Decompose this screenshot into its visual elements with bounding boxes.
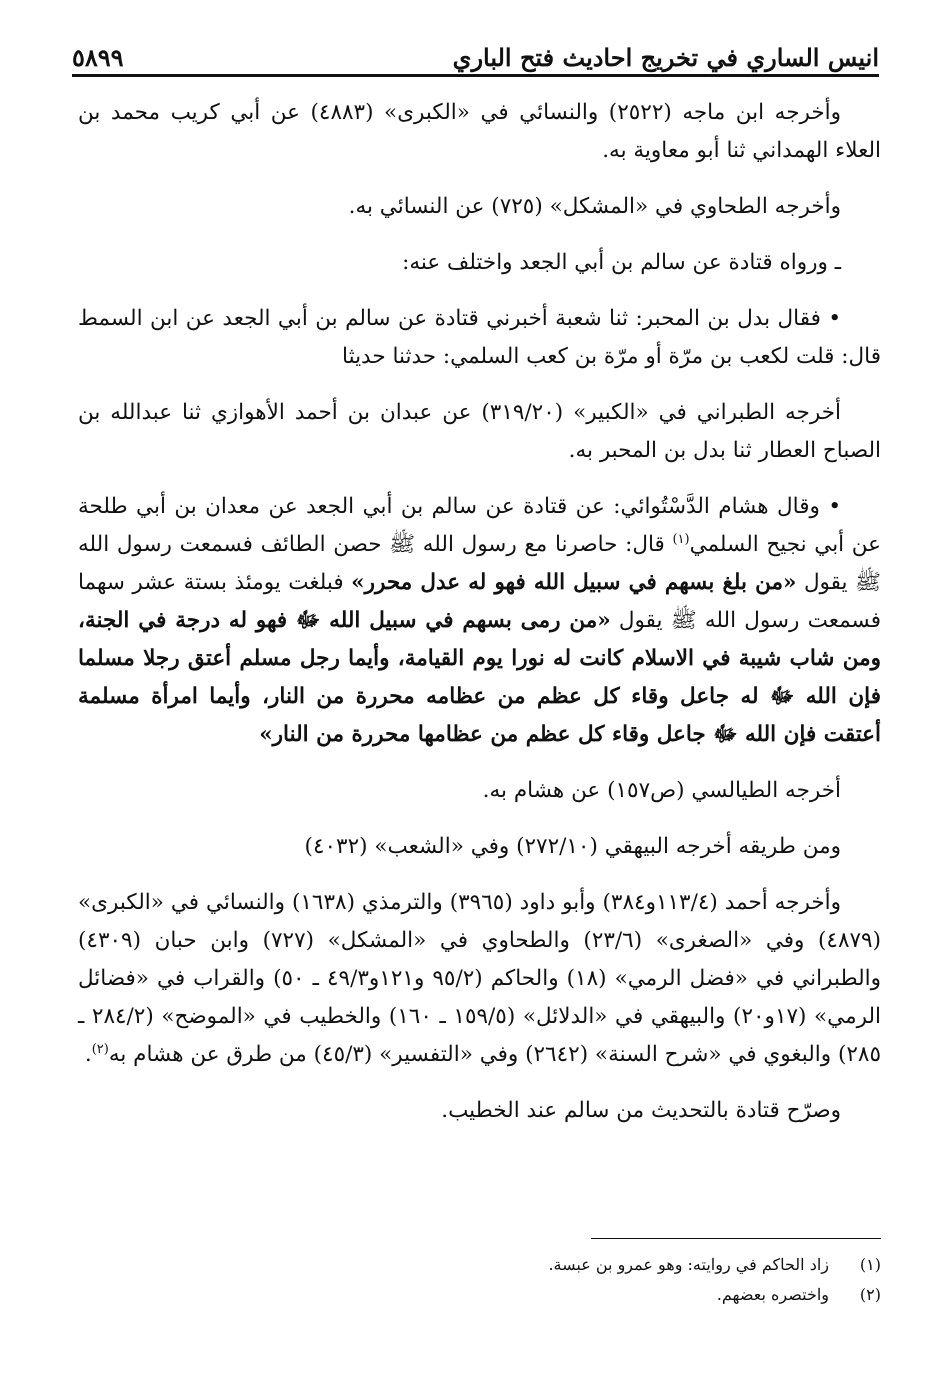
running-title: انيس الساري في تخريج احاديث فتح الباري	[452, 43, 879, 72]
footnote-number: (٢)	[859, 1285, 881, 1304]
paragraph: • فقال بدل بن المحبر: ثنا شعبة أخبرني قتادة عن سالم بن أبي الجعد عن ابن السمط قال: قلت لكعب بن مرّة أو مرّة بن كعب السلمي: حدثنا حديثا	[78, 306, 881, 369]
footnote-text: واختصره بعضهم.	[716, 1285, 829, 1304]
paragraph: وأخرجه ابن ماجه (٢٥٢٢) والنسائي في «الكبرى» (٤٨٨٣) عن أبي كريب محمد بن العلاء الهمداني ثنا أبو معاوية به.	[78, 100, 881, 163]
page-number: ٥٨٩٩	[72, 43, 124, 72]
footnote-divider	[591, 1238, 881, 1239]
footnotes	[78, 1250, 881, 1310]
paragraph: ـ ورواه قتادة عن سالم بن أبي الجعد واختلف عنه:	[402, 250, 841, 275]
footnote-text: زاد الحاكم في روايته: وهو عمرو بن عبسة.	[548, 1255, 829, 1274]
hadith-quote-1: «من بلغ بسهم في سبيل الله فهو له عدل محرر»	[351, 570, 797, 595]
sentence-end: .	[84, 1042, 92, 1067]
paragraph-takhrij	[78, 884, 881, 1074]
hadith-narration-2: فبلغت يومئذ بستة عشر سهما فسمعت رسول الله ﷺ يقول	[78, 570, 881, 633]
hadith-isnad: • وقال هشام الدَّسْتُوائي: عن قتادة عن سالم بن أبي الجعد عن معدان بن أبي طلحة عن أبي نجيح السلمي	[78, 494, 881, 557]
footnote-number: (١)	[859, 1255, 881, 1274]
page-header	[72, 30, 879, 76]
footnote-ref-1: (١)	[672, 531, 690, 547]
takhrij-text: وأخرجه أحمد (١١٣/٤و٣٨٤) وأبو داود (٣٩٦٥) والترمذي (١٦٣٨) والنسائي في «الكبرى» (٤٨٧٩) وفي «الصغرى» (٢٣/٦) والطحاوي في «المشكل» (٧٢٧) وابن حبان (٤٣٠٩) والطبراني في «فضل الرمي» (١٨) والحاكم (٩٥/٢ و١٢١و٤٩/٣ ـ ٥٠) والقراب في «فضائل الرمي» (١٧و٢٠) والبيهقي في «الدلائل» (١٥٩/٥ ـ ١٦٠) والخطيب في «الموضح» (٢٨٤/٢ ـ ٢٨٥) والبغوي في «شرح السنة» (٢٦٤٢) وفي «التفسير» (٤٥/٣) من طرق عن هشام به	[78, 890, 882, 1067]
hadith-narration: قال: حاصرنا مع رسول الله ﷺ حصن الطائف فسمعت رسول الله ﷺ يقول	[78, 532, 881, 595]
paragraph: ومن طريقه أخرجه البيهقي (٢٧٢/١٠) وفي «الشعب» (٤٠٣٢)	[304, 834, 841, 859]
paragraph: وصرّح قتادة بالتحديث من سالم عند الخطيب.	[441, 1098, 841, 1123]
header-divider	[72, 74, 879, 77]
footnote-item	[78, 1280, 881, 1310]
footnote-ref-2: (٢)	[91, 1041, 109, 1057]
hadith-quote-2: «من رمى بسهم في سبيل الله ﷻ فهو له درجة في الجنة، ومن شاب شيبة في الاسلام كانت له نورا يوم القيامة، وأيما رجل مسلم أعتق رجلا مسلما فإن الله ﷻ له جاعل وقاء كل عظم من عظامه محررة من النار، وأيما امرأة مسلمة أعتقت فإن الله ﷻ جاعل وقاء كل عظم من عظامها محررة من النار»	[78, 608, 881, 747]
paragraph: أخرجه الطيالسي (ص١٥٧) عن هشام به.	[482, 778, 841, 803]
paragraph: وأخرجه الطحاوي في «المشكل» (٧٢٥) عن النسائي به.	[348, 194, 841, 219]
footnote-item	[78, 1250, 881, 1280]
paragraph-hadith	[78, 488, 881, 754]
paragraph: أخرجه الطبراني في «الكبير» (٣١٩/٢٠) عن عبدان بن أحمد الأهوازي ثنا عبدالله بن الصباح العطار ثنا بدل بن المحبر به.	[78, 400, 881, 463]
main-text	[78, 94, 881, 1148]
